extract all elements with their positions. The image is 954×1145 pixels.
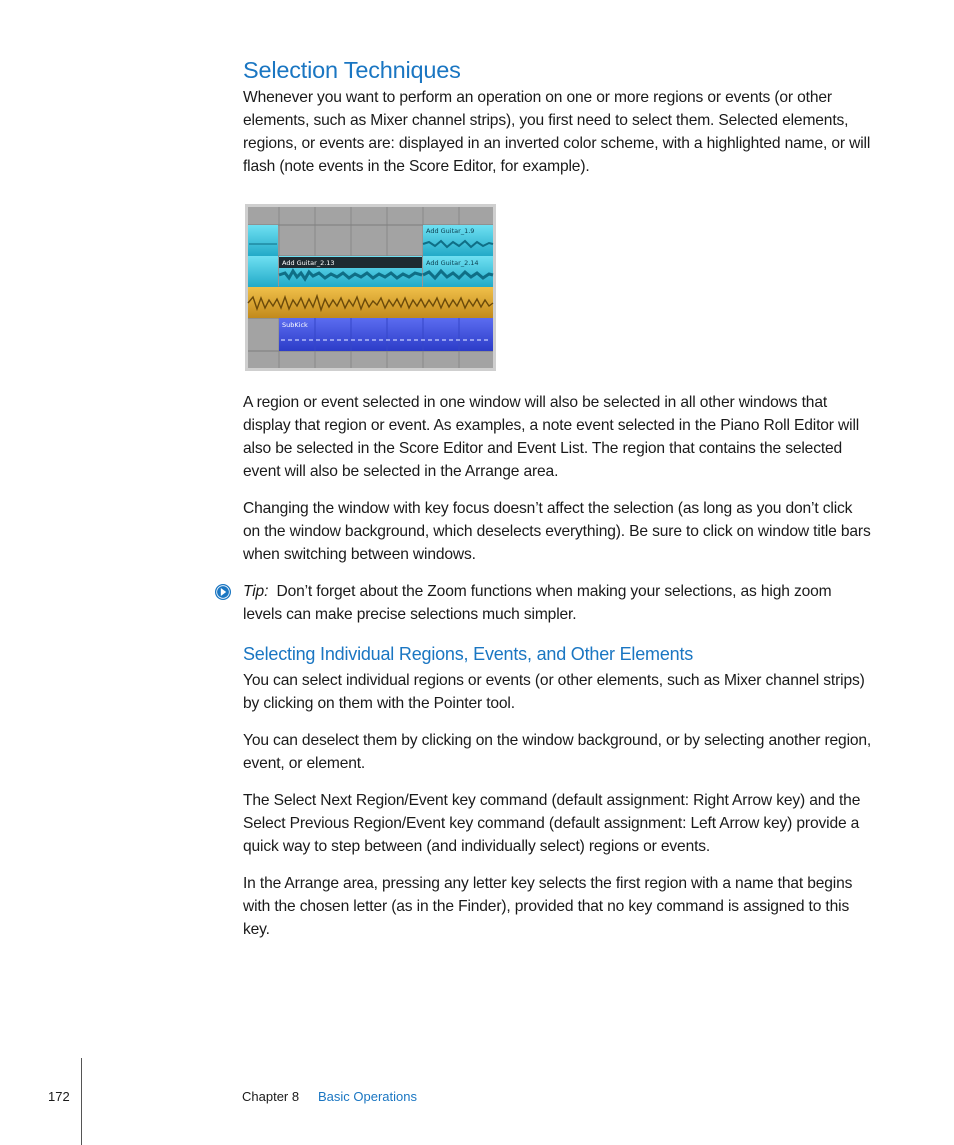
subsection-title: Selecting Individual Regions, Events, and Other Elements [243, 644, 694, 664]
paragraph-selection-sync: A region or event selected in one window will also be selected in all other windows that display that region or event. As examples, a note event selected in the Piano Roll Editor will also be selected in the Score Editor and Event List. The region that contains the selected event will also be selected in the Arrange area. [243, 394, 860, 480]
paragraph-key-commands: The Select Next Region/Event key command (default assignment: Right Arrow key) and the Select Previous Region/Event key command (default assignment: Left Arrow key) provide a quick way to step between (and individually select) regions or events. [243, 792, 861, 855]
tip-label: Tip: [243, 583, 269, 600]
region-left-track1[interactable] [248, 225, 278, 256]
paragraph-key-focus: Changing the window with key focus doesn’t affect the selection (as long as you don’t click on the window background, which deselects everything). Be sure to click on window title bars when switching between windows. [243, 500, 871, 563]
chapter-title-link[interactable]: Basic Operations [318, 1089, 417, 1104]
region-label-guitar-1-9: Add Guitar_1.9 [426, 227, 475, 235]
region-label-guitar-2-13: Add Guitar_2.13 [282, 259, 335, 267]
paragraph-deselect: You can deselect them by clicking on the window background, or by selecting another region, event, or element. [243, 732, 872, 772]
intro-paragraph: Whenever you want to perform an operation on one or more regions or events (or other elements, such as Mixer channel strips), you first need to select them. Selected elements, regions, or events are: displayed in an inverted color scheme, with a highlighted name, or will flash (note events in the Score Editor, for example). [243, 89, 871, 175]
footer-divider [81, 1058, 82, 1145]
tip-text: Don’t forget about the Zoom functions when making your selections, as high zoom levels can make precise selections much simpler. [243, 583, 832, 623]
region-subkick[interactable] [279, 318, 493, 351]
paragraph-pointer-tool: You can select individual regions or events (or other elements, such as Mixer channel strips) by clicking on them with the Pointer tool. [243, 672, 865, 712]
tip-paragraph [243, 580, 873, 626]
region-left-track2[interactable] [248, 256, 278, 287]
region-gold-track[interactable] [248, 287, 493, 318]
arrange-area-figure [245, 204, 496, 371]
section-title: Selection Techniques [243, 57, 461, 83]
page-number: 172 [48, 1089, 70, 1104]
region-label-subkick: SubKick [282, 321, 308, 329]
arrange-area-screenshot [245, 204, 496, 371]
arrow-right-circle-icon [214, 583, 232, 601]
paragraph-letter-key: In the Arrange area, pressing any letter key selects the first region with a name that begins with the chosen letter (as in the Finder), provided that no key command is assigned to this key. [243, 875, 853, 938]
chapter-label: Chapter 8 [242, 1089, 300, 1104]
region-label-guitar-2-14: Add Guitar_2.14 [426, 259, 479, 267]
